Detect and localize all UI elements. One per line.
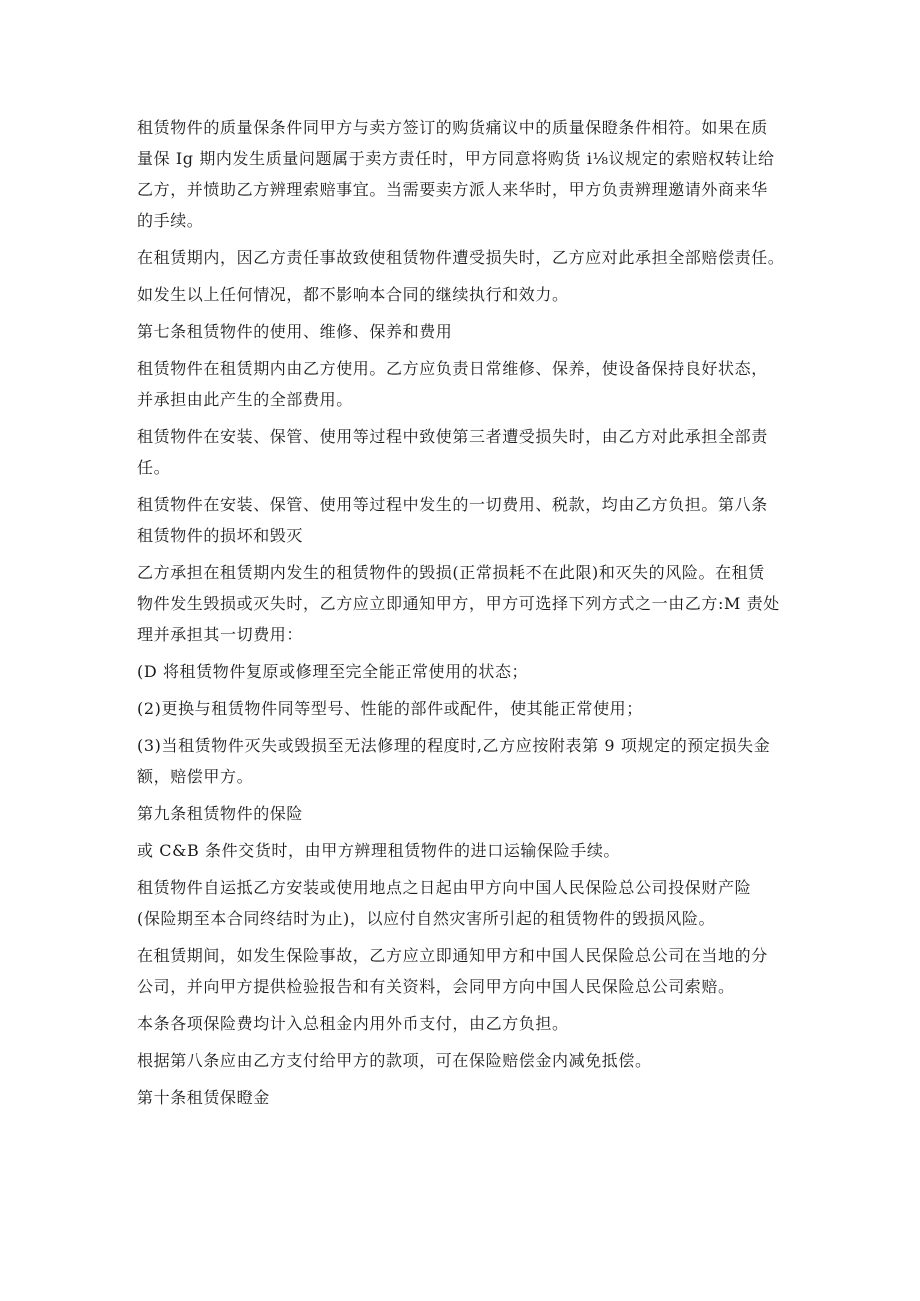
text-line: (3)当租赁物件灭失或毁损至无法修理的程度时,乙方应按附表第 9 项规定的预定损失金 [137, 736, 771, 755]
paragraph [137, 835, 797, 866]
text-line: 租赁物件的损坏和毁灭 [137, 526, 304, 545]
text-line: 根据第八条应由乙方支付给甲方的款项，可在保险赔偿金内减免抵偿。 [137, 1051, 652, 1070]
text-line: 任。 [137, 458, 171, 477]
text-line: 在租赁期间，如发生保险事故，乙方应立即通知甲方和中国人民保险总公司在当地的分 [137, 946, 768, 965]
text-line: 的手续。 [137, 211, 204, 230]
text-line: 第七条租赁物件的使用、维修、保养和费用 [137, 322, 453, 341]
text-line: 并承担由此产生的全部费用。 [137, 390, 353, 409]
paragraph [137, 1008, 797, 1039]
text-line: 租赁物件在租赁期内由乙方使用。乙方应负责日常维修、保养，使设备保持良好状态， [137, 359, 768, 378]
paragraph [137, 730, 797, 792]
text-line: 第九条租赁物件的保险 [137, 804, 304, 823]
text-line: 租赁物件在安装、保管、使用等过程中发生的一切费用、税款，均由乙方负担。第八条 [137, 495, 768, 514]
paragraph [137, 242, 797, 273]
paragraph [137, 353, 797, 415]
paragraph [137, 316, 797, 347]
text-line: 公司，并向甲方提供检验报告和有关资料，会同甲方向中国人民保险总公司索赔。 [137, 977, 735, 996]
paragraph [137, 693, 797, 724]
text-line: 乙方承担在租赁期内发生的租赁物件的毁损(正常损耗不在此限)和灭失的风险。在租赁 [137, 563, 765, 582]
paragraph [137, 656, 797, 687]
text-line: 在租赁期内，因乙方责任事故致使租赁物件遭受损失时，乙方应对此承担全部赔偿责任。 [137, 248, 785, 267]
text-line: 物件发生毁损或灭失时，乙方应立即通知甲方，甲方可选择下列方式之一由乙方:M 责处 [137, 594, 780, 613]
paragraph [137, 489, 797, 551]
text-line: 理并承担其一切费用： [137, 625, 304, 644]
paragraph [137, 940, 797, 1002]
text-line: (D 将租赁物件复原或修理至完全能正常使用的状态； [137, 662, 529, 681]
text-line: 第十条租赁保瞪金 [137, 1088, 270, 1107]
paragraph [137, 279, 797, 310]
paragraph [137, 421, 797, 483]
text-line: 或 C&B 条件交货时，由甲方辨理租赁物件的进口运输保险手续。 [137, 841, 621, 860]
text-line: (保险期至本合同终结时为止)，以应付自然灾害所引起的租赁物件的毁损风险。 [137, 909, 716, 928]
paragraph [137, 1082, 797, 1113]
text-line: 如发生以上任何情况，都不影响本合同的继续执行和效力。 [137, 285, 569, 304]
paragraph [137, 112, 797, 236]
text-line: (2)更换与租赁物件同等型号、性能的部件或配件，使其能正常使用； [137, 699, 643, 718]
text-line: 租赁物件的质量保条件同甲方与卖方签订的购货痛议中的质量保瞪条件相符。如果在质 [137, 118, 768, 137]
text-line: 租赁物件在安装、保管、使用等过程中致使第三者遭受损失时，由乙方对此承担全部责 [137, 427, 768, 446]
paragraph [137, 798, 797, 829]
text-line: 本条各项保险费均计入总租金内用外币支付，由乙方负担。 [137, 1014, 569, 1033]
paragraph [137, 557, 797, 650]
text-line: 量保 Ig 期内发生质量问题属于卖方责任时，甲方同意将购货 i⅛议规定的索赔权转让给 [137, 149, 775, 168]
document-page [137, 112, 797, 1119]
paragraph [137, 872, 797, 934]
paragraph [137, 1045, 797, 1076]
text-line: 额，赔偿甲方。 [137, 767, 254, 786]
text-line: 乙方，并愤助乙方辨理索赔事宜。当需要卖方派人来华时，甲方负责辨理邀请外商来华 [137, 180, 768, 199]
text-line: 租赁物件自运抵乙方安装或使用地点之日起由甲方向中国人民保险总公司投保财产险 [137, 878, 752, 897]
